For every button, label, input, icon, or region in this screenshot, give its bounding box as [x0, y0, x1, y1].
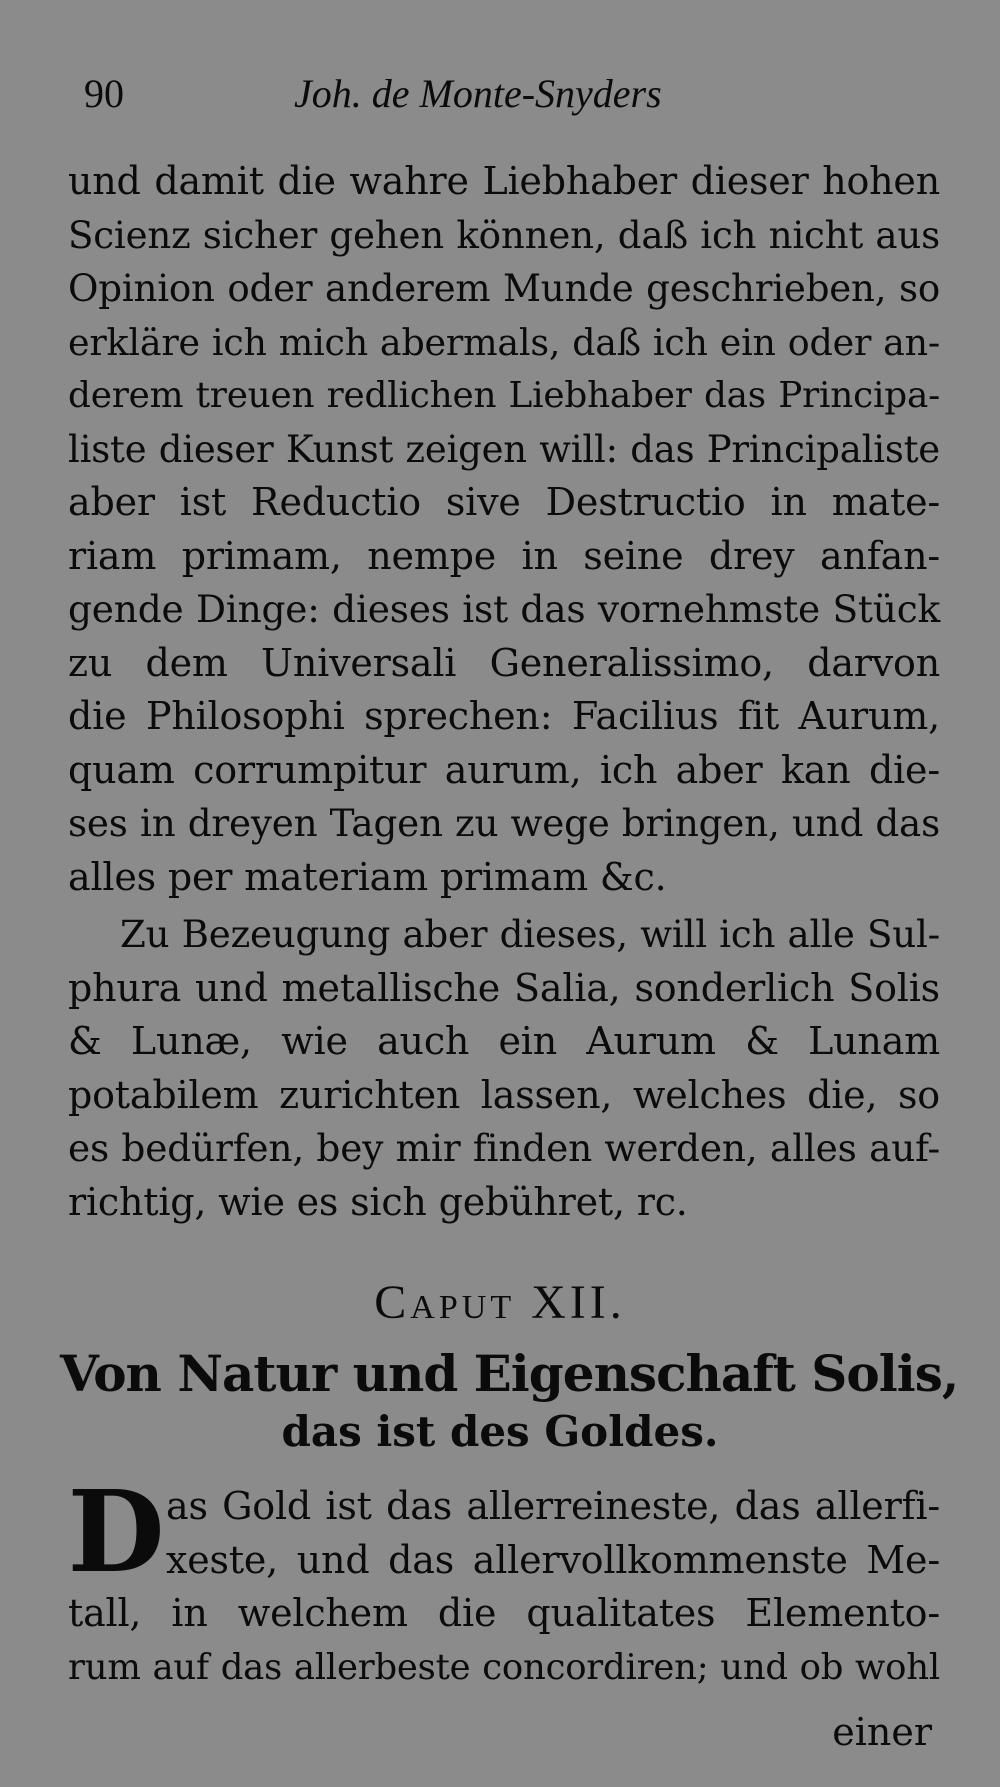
paragraph-2 — [68, 908, 940, 1229]
text-line: Scienz sicher gehen können, daß ich nicht aus — [68, 212, 940, 257]
text-line: Opinion oder anderem Munde geschrieben, so — [68, 267, 940, 310]
drop-cap: D — [67, 1467, 165, 1598]
text-line: erkläre ich mich abermals, daß ich ein oder an- — [68, 320, 940, 364]
running-head: Joh. de Monte-Snyders — [294, 71, 662, 116]
chapter-title-line-1: Von Natur und Eigenschaft Solis, — [60, 1344, 959, 1403]
text-line: es bedürfen, bey mir finden werden, alles auf- — [68, 1126, 940, 1170]
chapter-title — [60, 1344, 959, 1461]
text-line: gende Dinge: dieses ist das vornehmste Stück — [68, 587, 940, 631]
text-line: die Philosophi sprechen: Facilius fit Aurum, — [68, 694, 940, 738]
paragraph-1 — [68, 155, 940, 904]
text-line: derem treuen redlichen Liebhaber das Principa- — [68, 375, 940, 416]
text-line: quam corrumpitur aurum, ich aber kan die- — [68, 747, 940, 792]
text-line: phura und metallische Salia, sonderlich Solis — [68, 965, 940, 1010]
catchword: einer — [832, 1710, 932, 1754]
chapter-number: Caput XII. — [374, 1276, 626, 1329]
text-line: alles per materiam primam &c. — [68, 854, 667, 899]
text-line: tall, in welchem die qualitates Elemento- — [68, 1591, 940, 1635]
text-line: rum auf das allerbeste concordiren; und ob wohl — [68, 1646, 940, 1688]
text-line: potabilem zurichten lassen, welches die, so — [68, 1072, 940, 1117]
text-line: as Gold ist das allerreineste, das allerfi- — [166, 1484, 940, 1528]
text-line: aber ist Reductio sive Destructio in mate- — [68, 480, 940, 524]
text-line: zu dem Universali Generalissimo, darvon — [68, 640, 940, 685]
text-line: richtig, wie es sich gebühret, rc. — [68, 1179, 688, 1224]
text-line: & Lunæ, wie auch ein Aurum & Lunam — [68, 1019, 940, 1063]
text-line: liste dieser Kunst zeigen will: das Principaliste — [68, 427, 940, 471]
paragraph-3 — [67, 1467, 940, 1694]
chapter-title-line-2: das ist des Goldes. — [281, 1407, 719, 1456]
text-line: xeste, und das allervollkommenste Me- — [166, 1537, 940, 1582]
text-line: ses in dreyen Tagen zu wege bringen, und das — [68, 801, 940, 845]
text-line: Zu Bezeugung aber dieses, will ich alle Sul- — [120, 912, 940, 956]
text-line: und damit die wahre Liebhaber dieser hohen — [68, 159, 940, 203]
text-line: riam primam, nempe in seine drey anfan- — [68, 533, 940, 578]
page-header — [80, 70, 930, 130]
page-number: 90 — [84, 71, 124, 116]
